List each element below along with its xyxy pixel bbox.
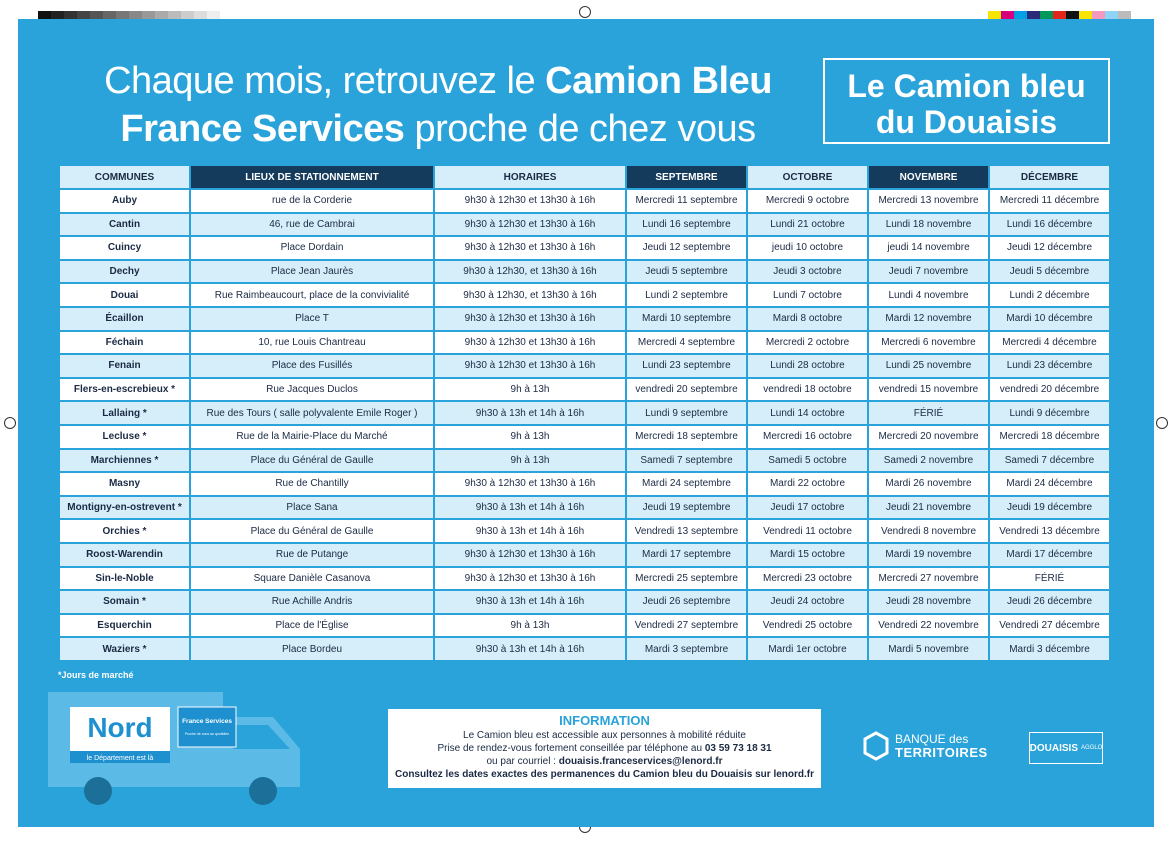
table-cell: Vendredi 11 octobre: [748, 520, 867, 542]
table-cell: Samedi 5 octobre: [748, 450, 867, 472]
table-cell: FÉRIÉ: [990, 568, 1109, 590]
table-cell: Mardi 24 septembre: [627, 473, 746, 495]
table-cell: Mercredi 23 octobre: [748, 568, 867, 590]
table-cell: Mardi 10 septembre: [627, 308, 746, 330]
table-cell: Mercredi 18 septembre: [627, 426, 746, 448]
truck-illustration: [38, 687, 318, 817]
table-cell: Lundi 23 décembre: [990, 355, 1109, 377]
table-cell: Vendredi 27 décembre: [990, 615, 1109, 637]
table-cell: Jeudi 19 septembre: [627, 497, 746, 519]
table-cell: Masny: [60, 473, 189, 495]
nord-logo-subtext: le Département est là: [86, 755, 154, 762]
table-cell: 9h30 à 12h30 et 13h30 à 16h: [435, 214, 625, 236]
table-cell: Lundi 28 octobre: [748, 355, 867, 377]
table-cell: Écaillon: [60, 308, 189, 330]
header-septembre: SEPTEMBRE: [627, 166, 746, 188]
table-cell: vendredi 20 septembre: [627, 379, 746, 401]
table-cell: Lallaing *: [60, 402, 189, 424]
registration-mark-icon: [579, 6, 591, 18]
table-cell: Lundi 9 septembre: [627, 402, 746, 424]
schedule-table: [58, 164, 1111, 662]
table-cell: 9h30 à 13h et 14h à 16h: [435, 638, 625, 660]
douaisis-text: DOUAISIS: [1029, 742, 1078, 754]
table-cell: Mercredi 9 octobre: [748, 190, 867, 212]
table-cell: Dechy: [60, 261, 189, 283]
table-header-row: [60, 166, 1109, 188]
table-cell: Rue Jacques Duclos: [191, 379, 433, 401]
table-cell: Place des Fusillés: [191, 355, 433, 377]
table-cell: Vendredi 22 novembre: [869, 615, 988, 637]
table-cell: Jeudi 3 octobre: [748, 261, 867, 283]
table-cell: Place Dordain: [191, 237, 433, 259]
france-services-logo: [178, 707, 236, 747]
table-cell: Lecluse *: [60, 426, 189, 448]
table-cell: jeudi 10 octobre: [748, 237, 867, 259]
table-cell: Jeudi 12 décembre: [990, 237, 1109, 259]
table-cell: Mercredi 11 septembre: [627, 190, 746, 212]
table-cell: Jeudi 26 décembre: [990, 591, 1109, 613]
table-cell: Roost-Warendin: [60, 544, 189, 566]
table-row: [60, 568, 1109, 590]
table-row: [60, 355, 1109, 377]
poster: [18, 19, 1154, 827]
table-row: [60, 520, 1109, 542]
table-cell: 9h30 à 12h30 et 13h30 à 16h: [435, 568, 625, 590]
info-email[interactable]: douaisis.franceservices@lenord.fr: [558, 756, 723, 767]
table-cell: 9h30 à 13h et 14h à 16h: [435, 520, 625, 542]
table-cell: Mardi 19 novembre: [869, 544, 988, 566]
table-cell: Fenain: [60, 355, 189, 377]
table-cell: 10, rue Louis Chantreau: [191, 332, 433, 354]
info-heading: INFORMATION: [559, 713, 650, 728]
table-cell: vendredi 15 novembre: [869, 379, 988, 401]
banque-top-text: BANQUE des: [895, 732, 969, 746]
table-cell: Lundi 7 octobre: [748, 284, 867, 306]
table-cell: Lundi 18 novembre: [869, 214, 988, 236]
table-cell: 9h30 à 13h et 14h à 16h: [435, 497, 625, 519]
table-cell: 9h30 à 12h30, et 13h30 à 16h: [435, 261, 625, 283]
table-cell: FÉRIÉ: [869, 402, 988, 424]
table-cell: Mardi 17 décembre: [990, 544, 1109, 566]
table-cell: 9h à 13h: [435, 426, 625, 448]
table-cell: Square Danièle Casanova: [191, 568, 433, 590]
truck-wheel: [84, 777, 112, 805]
table-row: [60, 615, 1109, 637]
header-lieux: LIEUX DE STATIONNEMENT: [191, 166, 433, 188]
table-cell: Mardi 5 novembre: [869, 638, 988, 660]
table-row: [60, 379, 1109, 401]
table-cell: Mardi 24 décembre: [990, 473, 1109, 495]
header-horaires: HORAIRES: [435, 166, 625, 188]
table-cell: Place Jean Jaurès: [191, 261, 433, 283]
table-cell: Place Sana: [191, 497, 433, 519]
table-cell: Place du Général de Gaulle: [191, 450, 433, 472]
table-cell: Rue de Putange: [191, 544, 433, 566]
douaisis-agglo-logo: [1029, 732, 1103, 764]
table-row: [60, 591, 1109, 613]
douaisis-subtext: AGGLO: [1081, 745, 1103, 751]
table-cell: Lundi 21 octobre: [748, 214, 867, 236]
table-cell: Auby: [60, 190, 189, 212]
table-cell: Jeudi 7 novembre: [869, 261, 988, 283]
table-cell: Lundi 16 décembre: [990, 214, 1109, 236]
table-cell: 9h à 13h: [435, 379, 625, 401]
table-cell: Waziers *: [60, 638, 189, 660]
table-row: [60, 190, 1109, 212]
table-cell: 9h30 à 12h30 et 13h30 à 16h: [435, 473, 625, 495]
table-cell: 9h30 à 12h30 et 13h30 à 16h: [435, 237, 625, 259]
table-cell: Samedi 7 décembre: [990, 450, 1109, 472]
table-cell: Rue des Tours ( salle polyvalente Emile Roger ): [191, 402, 433, 424]
table-cell: Esquerchin: [60, 615, 189, 637]
brand-line-2: du Douaisis: [875, 104, 1058, 140]
table-cell: Jeudi 24 octobre: [748, 591, 867, 613]
table-row: [60, 426, 1109, 448]
info-line-2: Prise de rendez-vous fortement conseillée par téléphone au 03 59 73 18 31: [437, 743, 772, 754]
banque-des-territoires-logo: [863, 731, 988, 761]
table-cell: 9h30 à 12h30 et 13h30 à 16h: [435, 544, 625, 566]
table-cell: Mercredi 27 novembre: [869, 568, 988, 590]
table-cell: Mercredi 16 octobre: [748, 426, 867, 448]
table-cell: Samedi 2 novembre: [869, 450, 988, 472]
info-line-4: Consultez les dates exactes des permanences du Camion bleu du Douaisis sur lenord.fr: [394, 769, 814, 780]
truck-wheel: [249, 777, 277, 805]
table-cell: Lundi 2 septembre: [627, 284, 746, 306]
information-box: [388, 709, 821, 788]
table-cell: vendredi 20 décembre: [990, 379, 1109, 401]
table-cell: 9h30 à 12h30 et 13h30 à 16h: [435, 308, 625, 330]
table-cell: Mardi 12 novembre: [869, 308, 988, 330]
table-cell: Mardi 1er octobre: [748, 638, 867, 660]
header-decembre: DÉCEMBRE: [990, 166, 1109, 188]
table-cell: Mardi 26 novembre: [869, 473, 988, 495]
table-cell: 9h à 13h: [435, 615, 625, 637]
table-row: [60, 402, 1109, 424]
table-row: [60, 450, 1109, 472]
table-cell: Cuincy: [60, 237, 189, 259]
table-cell: Lundi 2 décembre: [990, 284, 1109, 306]
registration-mark-icon: [4, 417, 16, 429]
table-cell: Vendredi 13 décembre: [990, 520, 1109, 542]
table-cell: Mercredi 13 novembre: [869, 190, 988, 212]
table-cell: vendredi 18 octobre: [748, 379, 867, 401]
table-cell: Jeudi 21 novembre: [869, 497, 988, 519]
table-row: [60, 261, 1109, 283]
table-cell: Rue de la Mairie-Place du Marché: [191, 426, 433, 448]
info-site-link[interactable]: lenord.fr: [773, 769, 814, 780]
footnote: *Jours de marché: [58, 670, 134, 680]
table-cell: Mercredi 2 octobre: [748, 332, 867, 354]
table-cell: Lundi 25 novembre: [869, 355, 988, 377]
table-cell: 9h30 à 12h30 et 13h30 à 16h: [435, 332, 625, 354]
table-cell: Place du Général de Gaulle: [191, 520, 433, 542]
table-cell: Lundi 9 décembre: [990, 402, 1109, 424]
table-cell: Féchain: [60, 332, 189, 354]
table-cell: 9h à 13h: [435, 450, 625, 472]
table-cell: Lundi 14 octobre: [748, 402, 867, 424]
table-cell: Jeudi 19 décembre: [990, 497, 1109, 519]
registration-mark-icon: [1156, 417, 1168, 429]
table-cell: Mardi 3 décembre: [990, 638, 1109, 660]
table-cell: Mardi 8 octobre: [748, 308, 867, 330]
table-cell: Mardi 3 septembre: [627, 638, 746, 660]
table-cell: Lundi 23 septembre: [627, 355, 746, 377]
table-cell: Vendredi 13 septembre: [627, 520, 746, 542]
table-row: [60, 473, 1109, 495]
table-cell: Cantin: [60, 214, 189, 236]
table-cell: Place de l'Église: [191, 615, 433, 637]
table-row: [60, 214, 1109, 236]
table-row: [60, 308, 1109, 330]
table-cell: Mercredi 4 décembre: [990, 332, 1109, 354]
table-cell: 9h30 à 13h et 14h à 16h: [435, 591, 625, 613]
table-cell: Rue Achille Andris: [191, 591, 433, 613]
table-cell: Douai: [60, 284, 189, 306]
table-cell: Mercredi 18 décembre: [990, 426, 1109, 448]
table-row: [60, 638, 1109, 660]
table-cell: Somain *: [60, 591, 189, 613]
table-cell: Marchiennes *: [60, 450, 189, 472]
table-cell: Jeudi 5 septembre: [627, 261, 746, 283]
table-cell: 9h30 à 12h30 et 13h30 à 16h: [435, 190, 625, 212]
hexagon-icon: [863, 731, 889, 761]
table-row: [60, 497, 1109, 519]
table-cell: Rue Raimbeaucourt, place de la convivialité: [191, 284, 433, 306]
header-communes: COMMUNES: [60, 166, 189, 188]
table-cell: Samedi 7 septembre: [627, 450, 746, 472]
table-cell: Mercredi 20 novembre: [869, 426, 988, 448]
table-cell: Vendredi 27 septembre: [627, 615, 746, 637]
page-title: Chaque mois, retrouvez le Camion Bleu France Services proche de chez vous: [104, 60, 772, 150]
table-cell: Mardi 10 décembre: [990, 308, 1109, 330]
brand-box: [823, 58, 1110, 144]
table-cell: 9h30 à 12h30 et 13h30 à 16h: [435, 355, 625, 377]
header-octobre: OCTOBRE: [748, 166, 867, 188]
table-cell: Lundi 4 novembre: [869, 284, 988, 306]
header-novembre: NOVEMBRE: [869, 166, 988, 188]
table-cell: Flers-en-escrebieux *: [60, 379, 189, 401]
table-cell: 9h30 à 12h30, et 13h30 à 16h: [435, 284, 625, 306]
table-cell: Vendredi 25 octobre: [748, 615, 867, 637]
table-cell: rue de la Corderie: [191, 190, 433, 212]
table-cell: Jeudi 26 septembre: [627, 591, 746, 613]
table-cell: Mercredi 11 décembre: [990, 190, 1109, 212]
nord-logo-text: Nord: [87, 712, 153, 743]
table-row: [60, 284, 1109, 306]
table-row: [60, 544, 1109, 566]
table-row: [60, 332, 1109, 354]
table-cell: Mercredi 4 septembre: [627, 332, 746, 354]
table-cell: Rue de Chantilly: [191, 473, 433, 495]
table-cell: Jeudi 5 décembre: [990, 261, 1109, 283]
table-cell: Jeudi 17 octobre: [748, 497, 867, 519]
table-cell: Mercredi 6 novembre: [869, 332, 988, 354]
table-cell: Mardi 17 septembre: [627, 544, 746, 566]
table-cell: Place T: [191, 308, 433, 330]
france-services-subtext: Proche de vous au quotidien: [184, 732, 230, 736]
brand-line-1: Le Camion bleu: [847, 68, 1086, 104]
banque-bottom-text: TERRITOIRES: [895, 745, 988, 760]
info-line-1: Le Camion bleu est accessible aux personnes à mobilité réduite: [463, 730, 746, 741]
table-cell: Montigny-en-ostrevent *: [60, 497, 189, 519]
info-line-3: ou par courriel : douaisis.franceservices@lenord.fr: [486, 756, 723, 767]
france-services-text: France Services: [182, 718, 232, 725]
table-cell: Lundi 16 septembre: [627, 214, 746, 236]
table-cell: 9h30 à 13h et 14h à 16h: [435, 402, 625, 424]
table-cell: Jeudi 28 novembre: [869, 591, 988, 613]
table-cell: Orchies *: [60, 520, 189, 542]
table-cell: Jeudi 12 septembre: [627, 237, 746, 259]
table-cell: Mardi 22 octobre: [748, 473, 867, 495]
table-cell: Sin-le-Noble: [60, 568, 189, 590]
table-row: [60, 237, 1109, 259]
table-cell: Place Bordeu: [191, 638, 433, 660]
table-cell: Vendredi 8 novembre: [869, 520, 988, 542]
table-cell: Mardi 15 octobre: [748, 544, 867, 566]
info-phone: 03 59 73 18 31: [704, 743, 772, 754]
table-cell: 46, rue de Cambrai: [191, 214, 433, 236]
table-cell: Mercredi 25 septembre: [627, 568, 746, 590]
table-cell: jeudi 14 novembre: [869, 237, 988, 259]
